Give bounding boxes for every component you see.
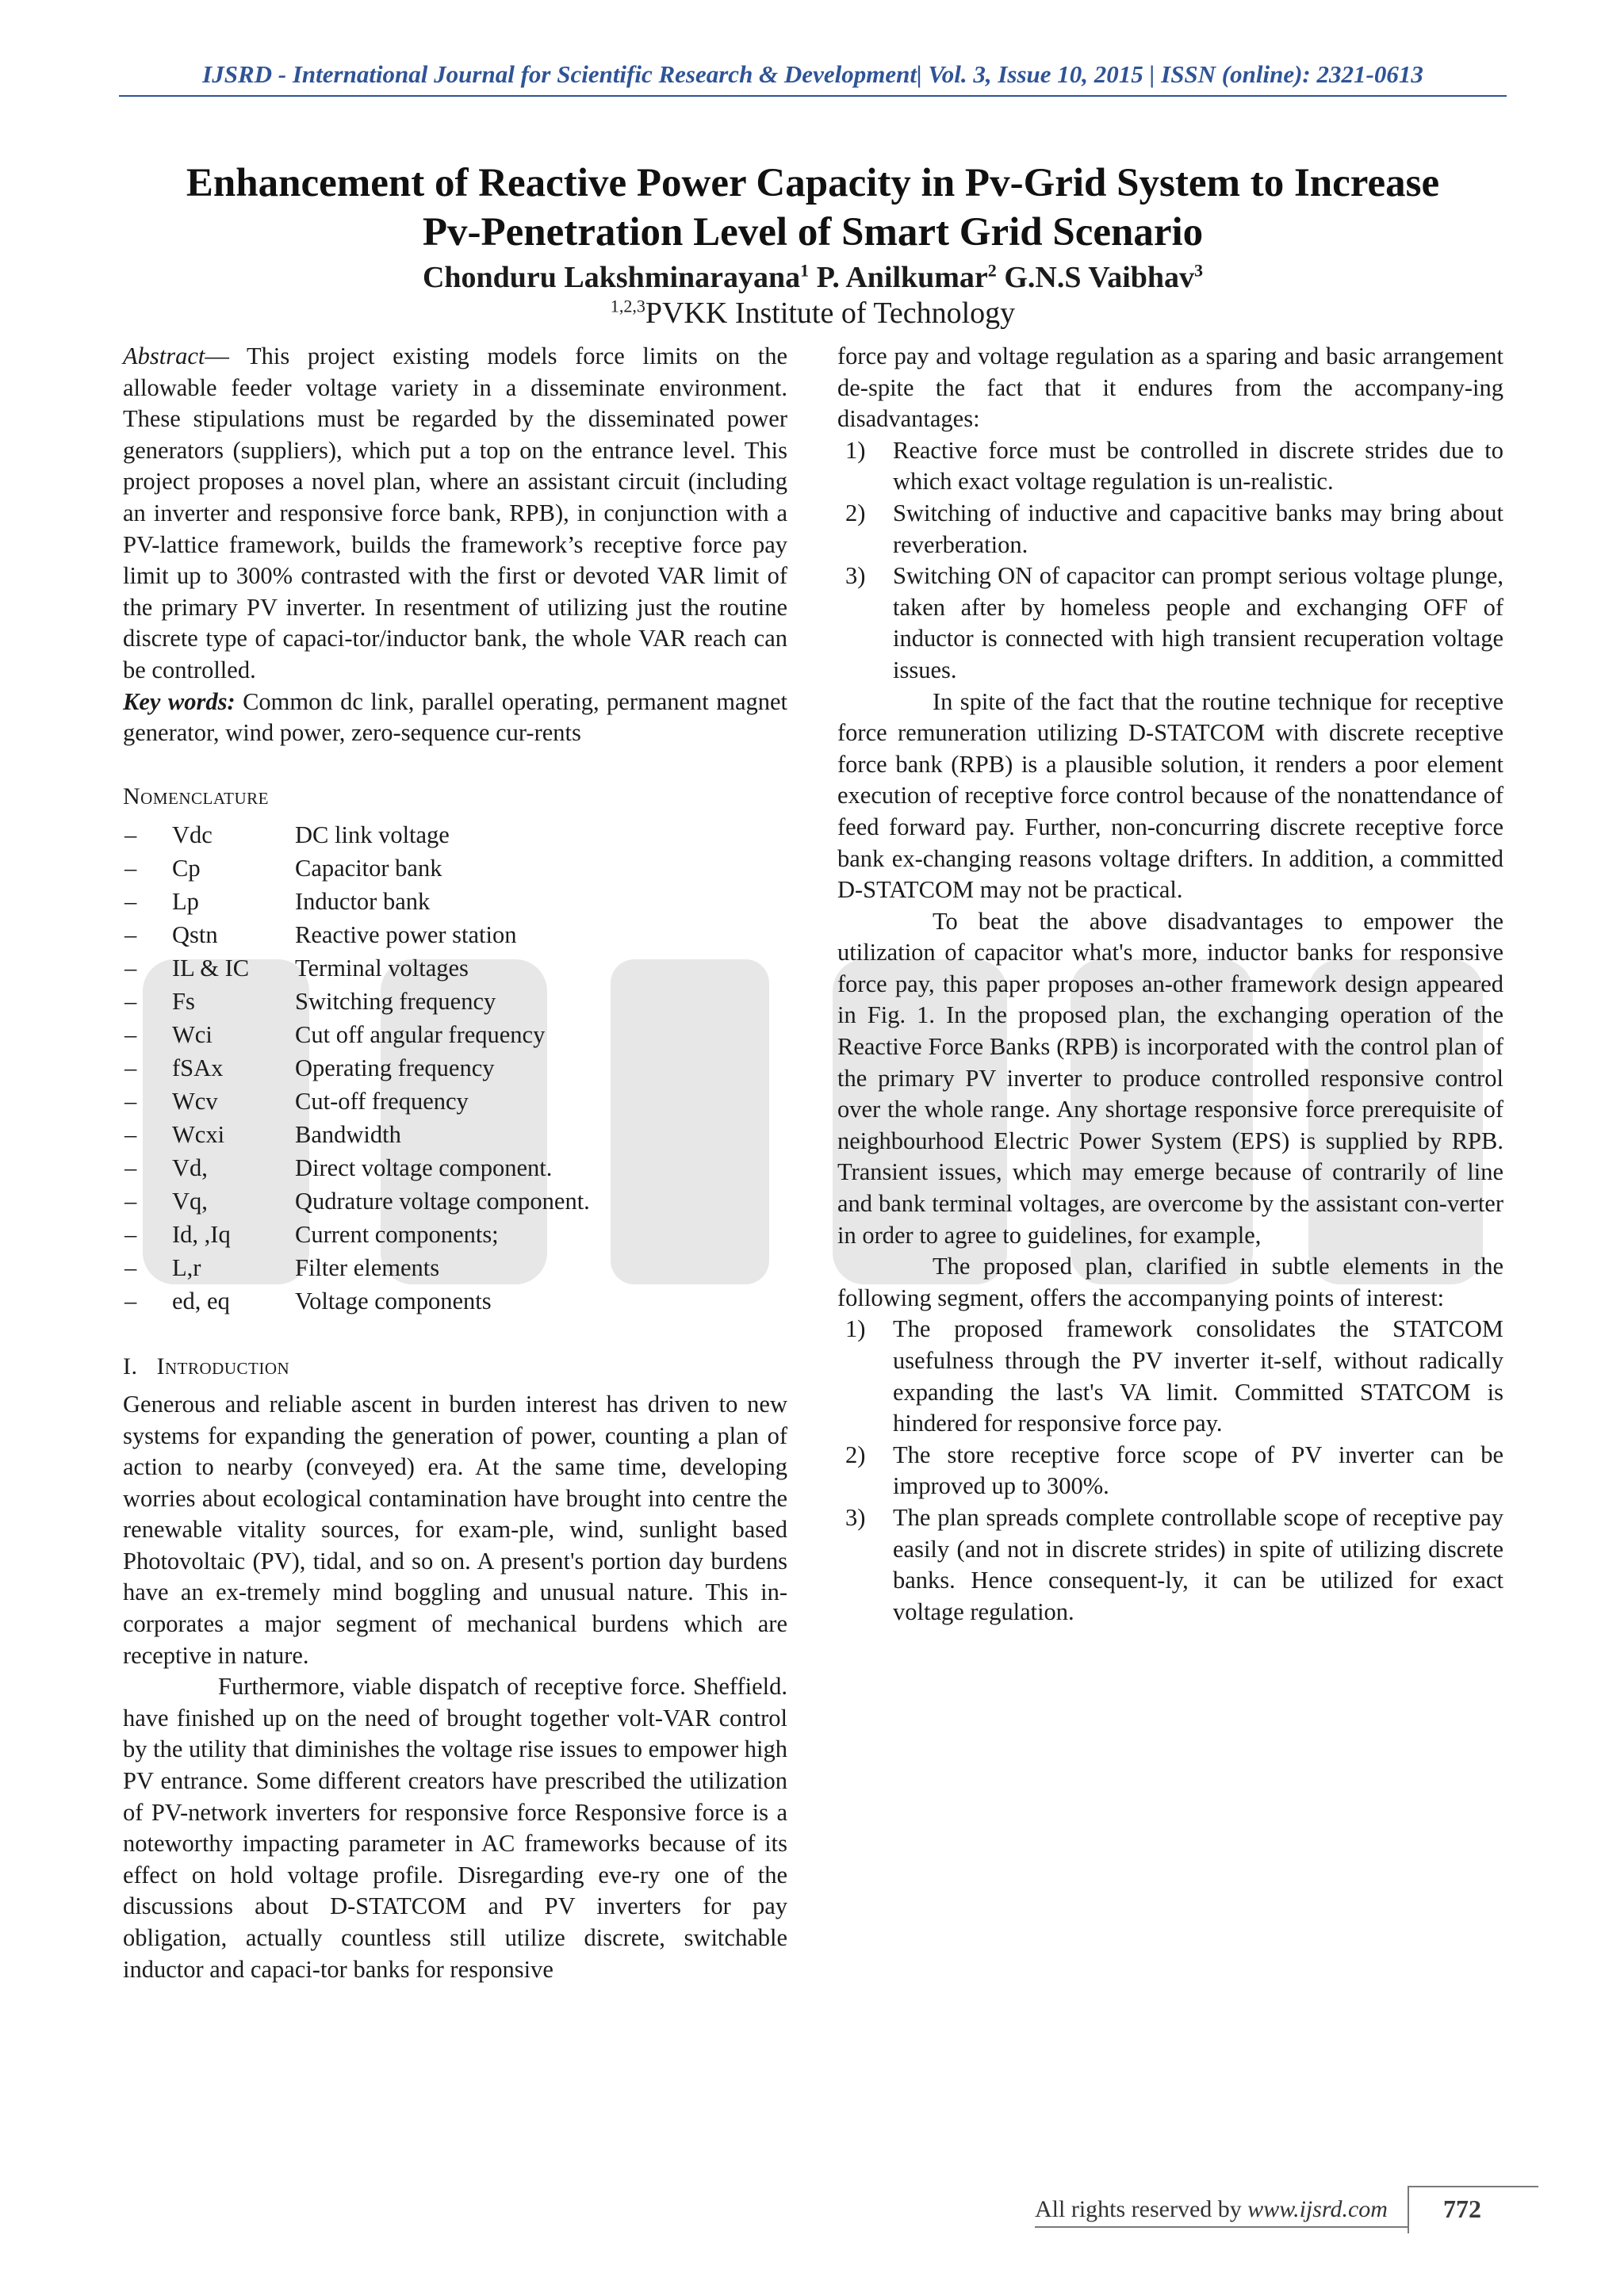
list-item: 2) Switching of inductive and capacitive banks may bring about reverberation. [845,499,1503,558]
keywords-label: Key words: [123,687,236,715]
disadvantages-list [837,435,1503,687]
intro-paragraph-1: Generous and reliable ascent in burden interest has driven to new systems for expanding the generation of power, counting a plan of action to nearby (conveyed) era. At the same time, developing worries about ecological contamination have brought into centre the renewable vitality sources, for exam-ple, wind, sunlight based Photovoltaic (PV), tidal, and so on. A present's portion day burdens have an ex-tremely mind boggling and unusual nature. This in-corporates a major segment of mechanical burdens which are receptive in nature. [123,1390,787,1669]
journal-website-link[interactable]: www.ijsrd.com [1247,2196,1388,2222]
intro-paragraph-4: To beat the above disadvantages to empower the utilization of capacitor what's more, inductor banks for responsive force pay, this paper proposes an-other framework design appeared in Fig. 1. In the proposed plan, the exchanging operation of the Reactive Force Banks (RPB) is incorporated with the control plan of the primary PV inverter to produce controlled responsive control over the whole range. Any shortage responsive force prerequisite of neighbourhood Electric Power System (EPS) is supplied by RPB. Transient issues, which may emerge because of contrarily of line and bank terminal voltages, are overcome by the assistant con-verter in order to agree to guidelines, for example, [837,907,1503,1249]
nomenclature-item: – ed, eq Voltage components [124,1288,492,1315]
introduction-heading: I. Introduction [123,1353,290,1380]
affiliation [79,295,1546,331]
page-number: 772 [1443,2195,1481,2223]
affiliation-sup: 1,2,3 [610,296,645,316]
paper-title [79,159,1546,257]
intro-paragraph-2-continued: force pay and voltage regulation as a sparing and basic arrangement de-spite the fact that it endures from the accompany-ing disadvantages: [837,342,1503,433]
nomenclature-item: – Id, ,Iq Current components; [124,1221,499,1249]
abstract-label: Abstract [123,342,205,369]
keywords-text: Common dc link, parallel operating, permanent magnet generator, wind power, zero-sequence cur-rents [123,687,787,747]
nomenclature-item: – L,r Filter elements [124,1254,440,1282]
title-line-2: Pv-Penetration Level of Smart Grid Scenario [422,210,1204,254]
author-sup: 1 [800,260,810,281]
nomenclature-item: – Vd, Direct voltage component. [124,1154,553,1182]
footer-divider [1035,2226,1408,2228]
nomenclature-item: – Fs Switching frequency [124,988,496,1016]
right-column [837,341,1503,1628]
author-name: G.N.S Vaibhav [1004,261,1195,294]
nomenclature-item: – Lp Inductor bank [124,888,431,916]
abstract [123,341,787,687]
list-item: 2) The store receptive force scope of PV inverter can be improved up to 300%. [845,1441,1503,1500]
left-column [123,341,787,1985]
author-sup: 3 [1194,260,1204,281]
author-name: P. Anilkumar [816,261,988,294]
title-line-1: Enhancement of Reactive Power Capacity in Pv-Grid System to Increase [186,161,1440,205]
advantages-list [837,1314,1503,1628]
nomenclature-item: – Qstn Reactive power station [124,921,517,949]
nomenclature-item: – Cp Capacitor bank [124,855,442,882]
intro-paragraph-5: The proposed plan, clarified in subtle elements in the following segment, offers the accompanying points of interest: [837,1253,1503,1311]
list-item: 3) The plan spreads complete controllable scope of receptive pay easily (and not in discrete strides) in spite of utilizing discrete banks. Hence consequent-ly, it can be utilized for exact voltage regulation. [845,1503,1503,1625]
footer-rights: All rights reserved by www.ijsrd.com [1035,2196,1388,2222]
abstract-dash: — [205,342,229,369]
nomenclature-item: – fSAx Operating frequency [124,1054,495,1082]
list-item: 3) Switching ON of capacitor can prompt serious voltage plunge, taken after by homeless people and exchanging OFF of inductor is connected with high transient recuperation voltage issues. [845,562,1503,683]
keywords [123,687,787,749]
list-item: 1) Reactive force must be controlled in discrete strides due to which exact voltage regulation is un-realistic. [845,436,1503,496]
nomenclature-heading: Nomenclature [123,783,270,809]
nomenclature-item: – Vdc DC link voltage [124,821,450,849]
nomenclature-list [123,820,787,1319]
nomenclature-item: – IL & IC Terminal voltages [124,955,469,982]
intro-paragraph-2: Furthermore, viable dispatch of receptive force. Sheffield. have finished up on the need of brought together volt-VAR control by the utility that diminishes the voltage rise issues to empower high PV entrance. Some different creators have prescribed the utilization of PV-network inverters for responsive force Responsive force is a noteworthy impacting parameter in AC frameworks because of its effect on hold voltage profile. Disregarding eve-ry one of the discussions about D-STATCOM and PV inverters for pay obligation, actually countless still utilize discrete, switchable inductor and capaci-tor banks for responsive [123,1673,787,1983]
abstract-text: This project existing models force limits on the allowable feeder voltage variety in a disseminate environment. These stipulations must be regarded by the disseminated power generators (suppliers), which put a top on the entrance level. This project proposes a novel plan, where an assistant circuit (including an inverter and responsive force bank, RPB), in conjunction with a PV-lattice framework, builds the framework’s receptive force pay limit up to 300% contrasted with the first or devoted VAR limit of the primary PV inverter. In resentment of utilizing just the routine discrete type of capaci-tor/inductor bank, the whole VAR reach can be controlled. [123,342,787,683]
journal-header: IJSRD - International Journal for Scientific Research & Development| Vol. 3, Issue 10, 2015 | ISSN (online): 2321-0613 [202,60,1423,88]
header-divider [119,95,1507,97]
nomenclature-item: – Wci Cut off angular frequency [124,1021,546,1049]
list-item: 1) The proposed framework consolidates the STATCOM usefulness through the PV inverter it-self, without radically expanding the last's VA limit. Committed STATCOM is hindered for responsive force pay. [845,1315,1503,1437]
nomenclature-item: – Wcv Cut-off frequency [124,1088,469,1115]
author-name: Chonduru Lakshminarayana [422,261,801,294]
author-list [79,259,1546,296]
affiliation-name: PVKK Institute of Technology [645,297,1016,330]
nomenclature-item: – Vq, Qudrature voltage component. [124,1188,590,1215]
nomenclature-item: – Wcxi Bandwidth [124,1121,401,1149]
author-sup: 2 [987,260,997,281]
intro-paragraph-3: In spite of the fact that the routine technique for receptive force remuneration utilizing D-STATCOM with discrete receptive force bank (RPB) is a plausible solution, it renders a poor element execution of receptive force control because of the nonattendance of feed forward pay. Further, non-concurring discrete receptive force bank ex-changing reasons voltage drifters. In addition, a committed D-STATCOM may not be practical. [837,687,1503,904]
